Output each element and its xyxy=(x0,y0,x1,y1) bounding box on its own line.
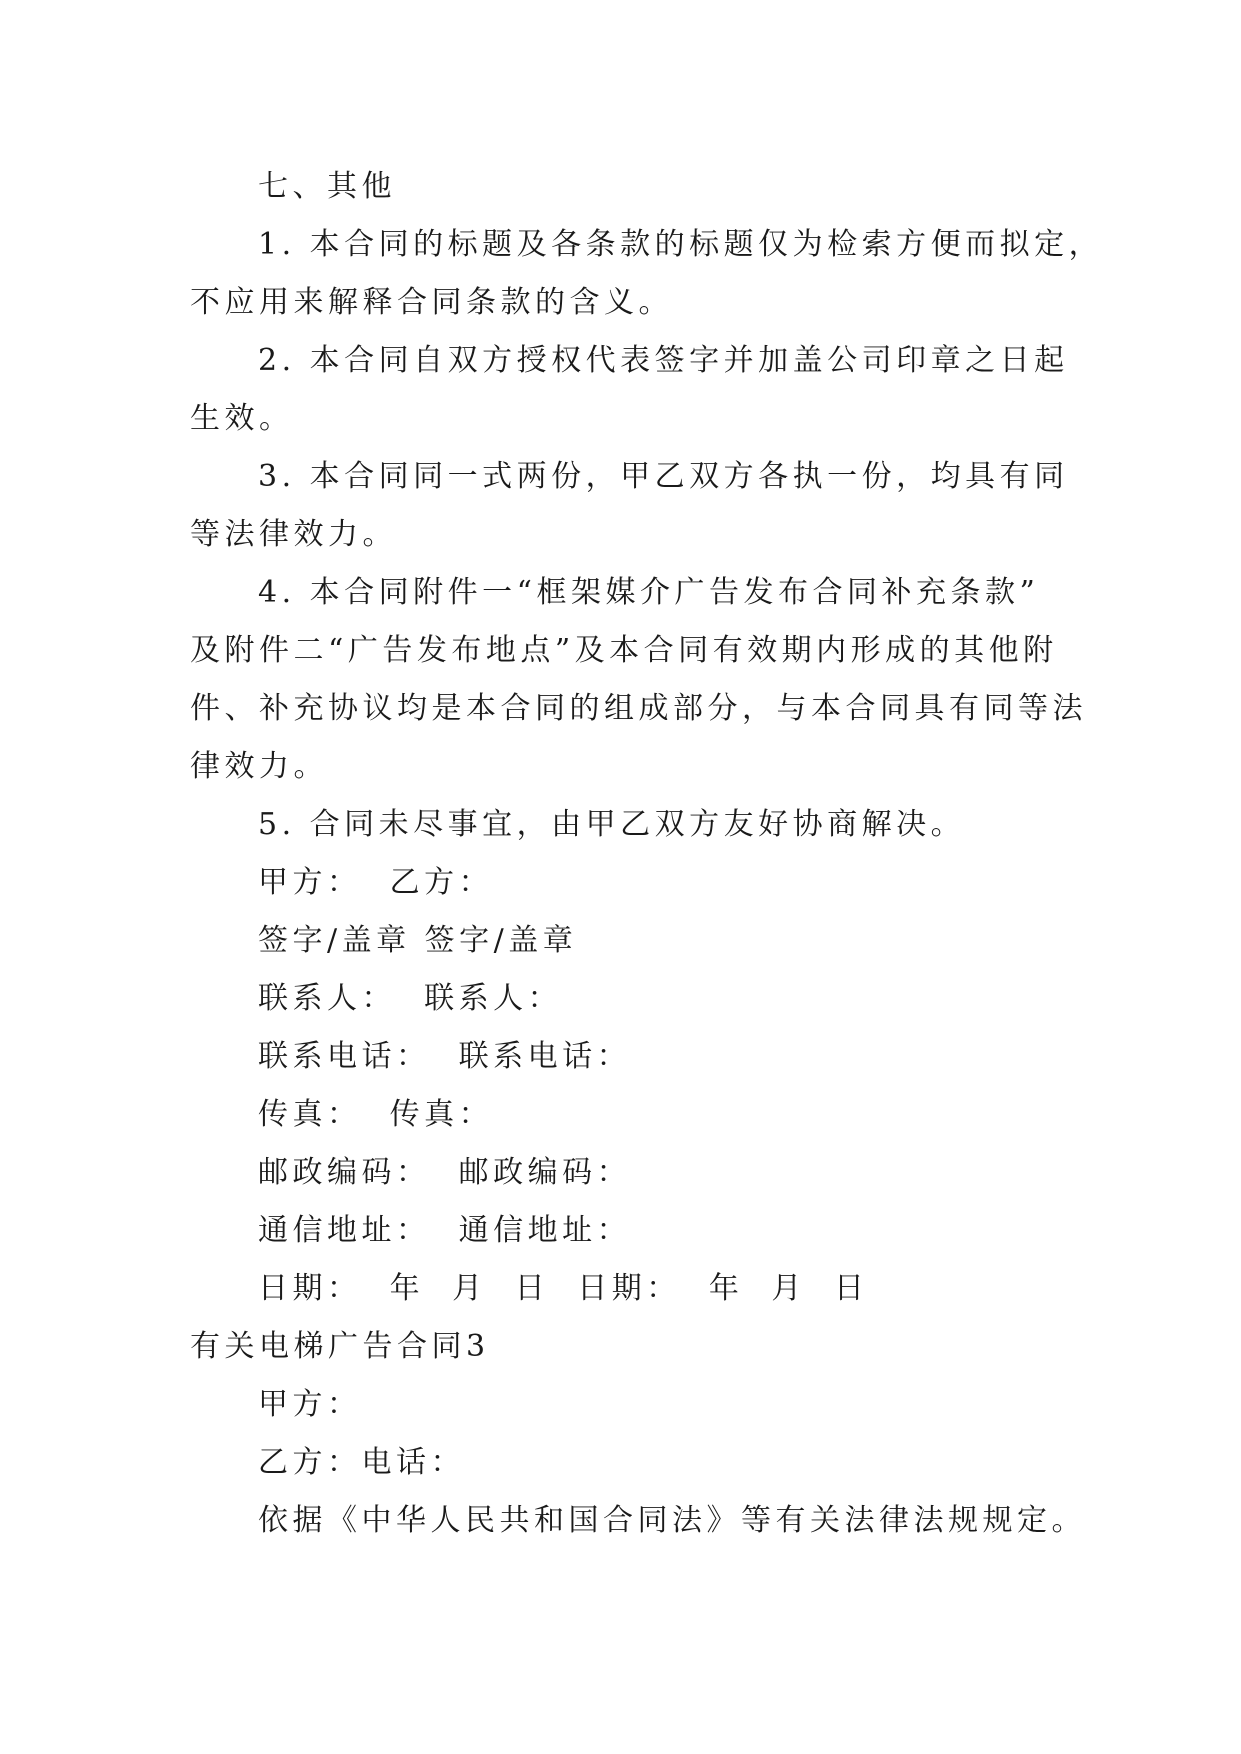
clause-3-line-2: 等法律效力。 xyxy=(190,517,397,552)
signature-address: 通信地址： 通信地址： xyxy=(258,1213,632,1248)
clause-1-line-2: 不应用来解释合同条款的含义。 xyxy=(190,285,673,320)
clause-2-line-1: 2. 本合同自双方授权代表签字并加盖公司印章之日起 xyxy=(258,343,1069,378)
clause-4-line-4: 律效力。 xyxy=(190,749,328,784)
signature-postcode: 邮政编码： 邮政编码： xyxy=(258,1155,632,1190)
section-heading-other: 七、其他 xyxy=(258,169,396,204)
signature-parties: 甲方： 乙方： xyxy=(258,865,494,900)
signature-contact-person: 联系人： 联系人： xyxy=(258,981,563,1016)
document-body xyxy=(190,158,1104,1550)
next-party-b: 乙方：电话： xyxy=(258,1445,465,1480)
signature-date: 日期： 年 月 日 日期： 年 月 日 xyxy=(258,1271,869,1306)
next-party-a: 甲方： xyxy=(258,1387,362,1422)
clause-5: 5. 合同未尽事宜，由甲乙双方友好协商解决。 xyxy=(258,807,966,842)
clause-2-line-2: 生效。 xyxy=(190,401,294,436)
signature-fax: 传真： 传真： xyxy=(258,1097,494,1132)
clause-3-line-1: 3. 本合同同一式两份，甲乙双方各执一份，均具有同 xyxy=(258,459,1069,494)
next-contract-title: 有关电梯广告合同3 xyxy=(190,1329,490,1364)
clause-4-line-3: 件、补充协议均是本合同的组成部分，与本合同具有同等法 xyxy=(190,691,1087,726)
signature-contact-phone: 联系电话： 联系电话： xyxy=(258,1039,632,1074)
clause-4-line-2: 及附件二“广告发布地点”及本合同有效期内形成的其他附 xyxy=(190,633,1058,668)
clause-1-line-1: 1. 本合同的标题及各条款的标题仅为检索方便而拟定， xyxy=(258,227,1104,262)
signature-stamp: 签字/盖章 签字/盖章 xyxy=(258,923,578,958)
clause-4-line-1: 4. 本合同附件一“框架媒介广告发布合同补充条款” xyxy=(258,575,1040,610)
next-legal-basis: 依据《中华人民共和国合同法》等有关法律法规规定。 xyxy=(258,1503,1086,1538)
